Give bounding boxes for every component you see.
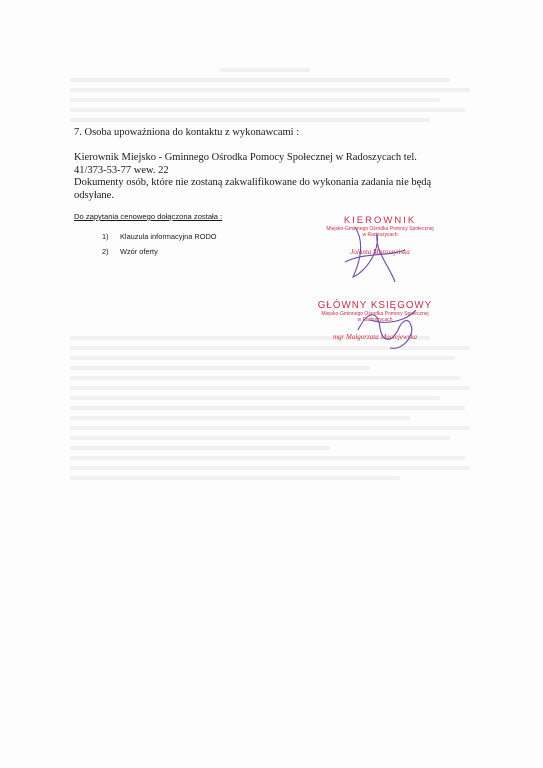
list-item-number: 2)	[102, 247, 109, 256]
contact-line: odsyłane.	[74, 189, 114, 201]
contact-line: Kierownik Miejsko - Gminnego Ośrodka Pomocy Społecznej w Radoszycach tel.	[74, 152, 417, 163]
stamp-institution: Miejsko-Gminnego Ośrodka Pomocy Społecznej	[326, 226, 434, 232]
contact-line: Dokumenty osób, które nie zostaną zakwalifikowane do wykonania zadania nie będą	[74, 177, 432, 188]
stamp-institution: Miejsko-Gminnego Ośrodka Pomocy Społecznej	[321, 311, 429, 317]
stamp-title: KIEROWNIK	[343, 215, 417, 226]
list-item-number: 1)	[102, 232, 109, 241]
attachments-list	[102, 229, 217, 259]
stamp-name: mgr Małgorzata Maciejewska	[333, 333, 417, 341]
contact-section-heading: 7. Osoba upoważniona do kontaktu z wykonawcami :	[74, 127, 300, 138]
list-item-label: Klauzula informacyjna RODO	[120, 232, 217, 241]
contact-paragraph	[74, 152, 432, 202]
accountant-signature-icon	[350, 300, 420, 355]
stamp-title: GŁÓWNY KSIĘGOWY	[317, 300, 433, 311]
stamp-name: Jolanta Moroszyńska	[350, 248, 410, 256]
list-item	[102, 229, 217, 244]
director-signature-icon	[335, 222, 410, 292]
contact-line: 41/373-53-77 wew. 22	[74, 164, 169, 176]
bleed-through-text	[70, 62, 503, 128]
attachments-heading: Do zapytania cenowego dołączona została :	[74, 212, 223, 221]
stamp-location: w Radoszycach	[362, 232, 398, 238]
stamp-location: w Radoszycach	[357, 317, 393, 323]
list-item-label: Wzór oferty	[120, 247, 158, 256]
list-item	[102, 244, 217, 259]
bleed-through-text-lower	[70, 330, 503, 486]
